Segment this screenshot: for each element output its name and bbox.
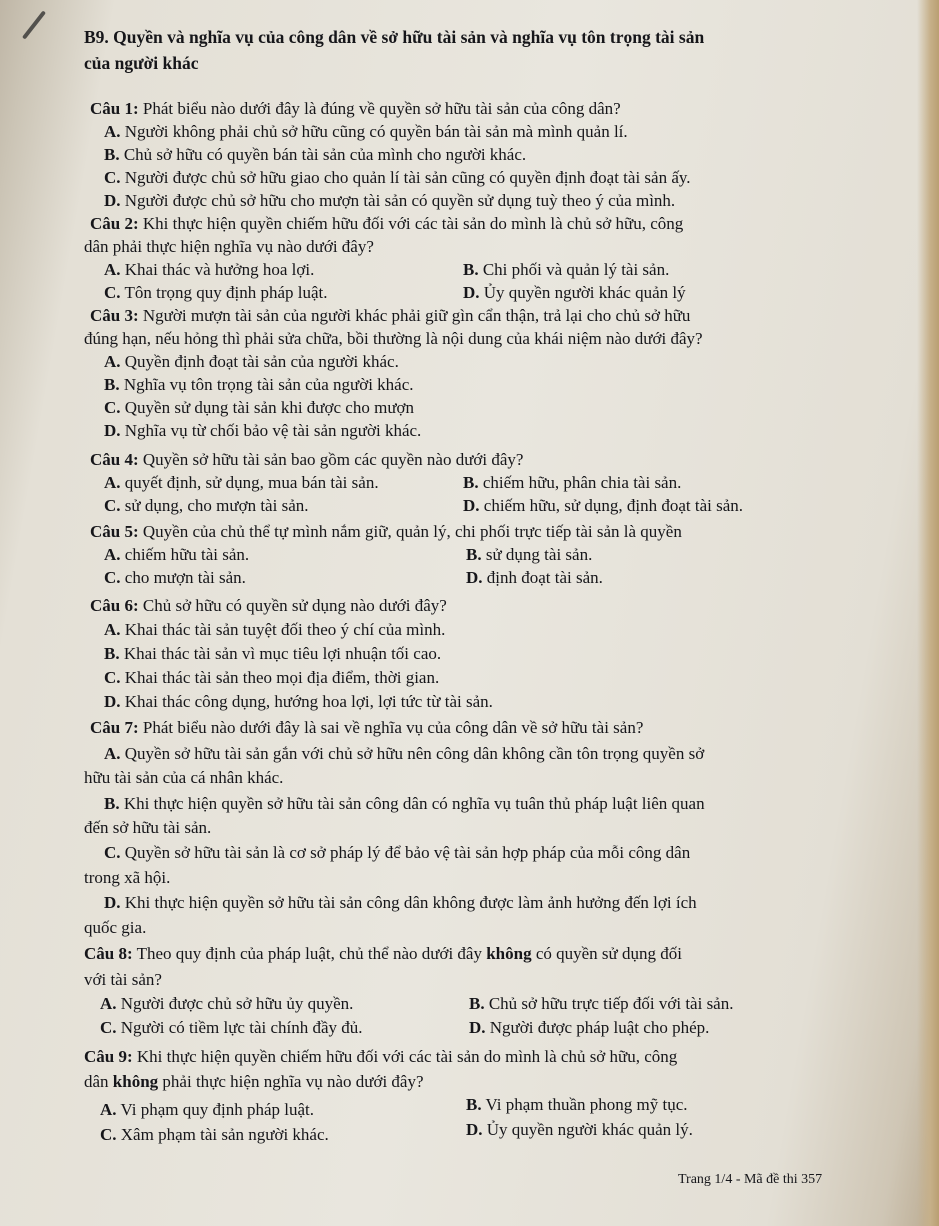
question-text: Quyền của chủ thể tự mình nắm giữ, quản lý, chi phối trực tiếp tài sản là quyền bbox=[138, 522, 682, 541]
question-1-stem bbox=[90, 99, 621, 119]
option-letter: D. bbox=[466, 568, 483, 587]
option-text: Chi phối và quản lý tài sản. bbox=[478, 260, 670, 279]
pen-mark bbox=[22, 10, 46, 39]
question-text: Phát biểu nào dưới đây là sai về nghĩa vụ của công dân về sở hữu tài sản? bbox=[138, 718, 644, 737]
option-letter: C. bbox=[100, 1125, 117, 1144]
emphasis-negation: không bbox=[112, 1072, 159, 1091]
question-5-option-a bbox=[104, 545, 249, 565]
question-2-option-d bbox=[463, 283, 686, 303]
question-number: Câu 6: bbox=[90, 596, 139, 615]
question-number: Câu 8: bbox=[84, 944, 133, 963]
question-7-stem bbox=[90, 718, 643, 738]
option-text: Khai thác tài sản tuyệt đối theo ý chí của mình. bbox=[120, 620, 446, 639]
option-letter: B. bbox=[463, 473, 479, 492]
option-text: Khai thác tài sản vì mục tiêu lợi nhuận tối cao. bbox=[119, 644, 442, 663]
question-number: Câu 1: bbox=[90, 99, 139, 118]
option-letter: B. bbox=[463, 260, 479, 279]
question-6-option-b bbox=[104, 644, 441, 664]
option-letter: B. bbox=[466, 545, 482, 564]
option-text: Quyền sở hữu tài sản gắn với chủ sở hữu nên công dân không cần tôn trọng quyền sở bbox=[120, 744, 705, 763]
question-9-stem-cont bbox=[84, 1072, 424, 1092]
option-text: Ủy quyền người khác quản lý. bbox=[482, 1120, 693, 1139]
question-number: Câu 7: bbox=[90, 718, 139, 737]
question-8-option-b bbox=[469, 994, 733, 1014]
option-letter: A. bbox=[104, 545, 121, 564]
question-9-option-d bbox=[466, 1120, 693, 1140]
question-4-option-a bbox=[104, 473, 379, 493]
question-3-option-d bbox=[104, 421, 421, 441]
option-text: Xâm phạm tài sản người khác. bbox=[116, 1125, 329, 1144]
question-text: Phát biểu nào dưới đây là đúng về quyền sở hữu tài sản của công dân? bbox=[138, 99, 621, 118]
question-text: Chủ sở hữu có quyền sử dụng nào dưới đây? bbox=[138, 596, 447, 615]
option-text: Người được pháp luật cho phép. bbox=[485, 1018, 710, 1037]
option-text: chiếm hữu tài sản. bbox=[120, 545, 250, 564]
option-letter: A. bbox=[104, 122, 121, 141]
option-letter: C. bbox=[104, 398, 121, 417]
question-text: Khi thực hiện quyền chiếm hữu đối với các tài sản do mình là chủ sở hữu, công bbox=[138, 214, 684, 233]
option-letter: A. bbox=[104, 473, 121, 492]
question-1-option-a bbox=[104, 122, 628, 142]
option-letter: B. bbox=[104, 644, 120, 663]
option-text: Chủ sở hữu trực tiếp đối với tài sản. bbox=[484, 994, 734, 1013]
question-text: Khi thực hiện quyền chiếm hữu đối với các tài sản do mình là chủ sở hữu, công bbox=[132, 1047, 678, 1066]
question-3-stem-cont: đúng hạn, nếu hỏng thì phải sửa chữa, bồi thường là nội dung của khái niệm nào dưới đây? bbox=[84, 329, 703, 348]
question-6-option-d bbox=[104, 692, 493, 712]
question-3-option-b bbox=[104, 375, 414, 395]
question-6-stem bbox=[90, 596, 447, 616]
question-5-stem bbox=[90, 522, 682, 542]
question-text: có quyền sử dụng đối bbox=[531, 944, 682, 963]
question-9-option-c bbox=[100, 1125, 329, 1145]
option-text: Người được chủ sở hữu ủy quyền. bbox=[116, 994, 354, 1013]
question-2-option-a bbox=[104, 260, 314, 280]
option-text: quyết định, sử dụng, mua bán tài sản. bbox=[120, 473, 379, 492]
option-text: Khai thác và hưởng hoa lợi. bbox=[120, 260, 315, 279]
question-4-stem bbox=[90, 450, 523, 470]
option-letter: B. bbox=[104, 375, 120, 394]
question-2-option-b bbox=[463, 260, 669, 280]
question-3-stem bbox=[90, 306, 690, 326]
question-9-option-b bbox=[466, 1095, 688, 1115]
question-number: Câu 4: bbox=[90, 450, 139, 469]
option-text: Tôn trọng quy định pháp luật. bbox=[120, 283, 328, 302]
option-text: Ủy quyền người khác quản lý bbox=[479, 283, 686, 302]
option-letter: B. bbox=[104, 145, 120, 164]
option-text: định đoạt tài sản. bbox=[482, 568, 603, 587]
option-text: cho mượn tài sản. bbox=[120, 568, 246, 587]
question-5-option-b bbox=[466, 545, 592, 565]
question-3-option-c bbox=[104, 398, 414, 418]
option-text: chiếm hữu, phân chia tài sản. bbox=[478, 473, 682, 492]
question-number: Câu 9: bbox=[84, 1047, 133, 1066]
option-letter: A. bbox=[104, 352, 121, 371]
option-text: chiếm hữu, sử dụng, định đoạt tài sản. bbox=[479, 496, 744, 515]
option-text: Vi phạm quy định pháp luật. bbox=[116, 1100, 314, 1119]
question-text: Người mượn tài sản của người khác phải giữ gìn cẩn thận, trả lại cho chủ sở hữu bbox=[138, 306, 691, 325]
option-letter: D. bbox=[463, 283, 480, 302]
question-6-option-c bbox=[104, 668, 439, 688]
question-number: Câu 2: bbox=[90, 214, 139, 233]
option-text: Nghĩa vụ tôn trọng tài sản của người khác. bbox=[119, 375, 414, 394]
option-letter: A. bbox=[100, 994, 117, 1013]
option-text: sử dụng tài sản. bbox=[481, 545, 593, 564]
option-text: Nghĩa vụ từ chối bảo vệ tài sản người khác. bbox=[120, 421, 422, 440]
question-7-option-d-cont: quốc gia. bbox=[84, 918, 147, 937]
option-letter: C. bbox=[104, 283, 121, 302]
question-7-option-c bbox=[104, 843, 690, 863]
option-letter: C. bbox=[104, 568, 121, 587]
question-2-stem bbox=[90, 214, 683, 234]
question-7-option-a-cont: hữu tài sản của cá nhân khác. bbox=[84, 768, 284, 787]
option-letter: A. bbox=[104, 260, 121, 279]
option-text: Người không phải chủ sở hữu cũng có quyền bán tài sản mà mình quản lí. bbox=[120, 122, 628, 141]
question-3-option-a bbox=[104, 352, 399, 372]
option-text: sử dụng, cho mượn tài sản. bbox=[120, 496, 309, 515]
question-9-stem bbox=[84, 1047, 677, 1067]
option-text: Khai thác tài sản theo mọi địa điểm, thời gian. bbox=[120, 668, 440, 687]
option-letter: C. bbox=[104, 668, 121, 687]
option-text: Khi thực hiện quyền sở hữu tài sản công dân có nghĩa vụ tuân thủ pháp luật liên quan bbox=[119, 794, 705, 813]
question-8-option-d bbox=[469, 1018, 709, 1038]
option-letter: D. bbox=[104, 191, 121, 210]
question-number: Câu 5: bbox=[90, 522, 139, 541]
section-title-line-2: của người khác bbox=[84, 53, 199, 73]
question-1-option-d bbox=[104, 191, 675, 211]
option-text: Chủ sở hữu có quyền bán tài sản của mình cho người khác. bbox=[119, 145, 527, 164]
emphasis-negation: không bbox=[486, 944, 532, 963]
question-text: Quyền sở hữu tài sản bao gồm các quyền nào dưới đây? bbox=[138, 450, 524, 469]
question-7-option-b bbox=[104, 794, 705, 814]
option-text: Người được chủ sở hữu giao cho quản lí tài sản cũng có quyền định đoạt tài sản ấy. bbox=[120, 168, 691, 187]
question-8-option-c bbox=[100, 1018, 363, 1038]
option-letter: D. bbox=[104, 893, 121, 912]
question-2-stem-cont: dân phải thực hiện nghĩa vụ nào dưới đây? bbox=[84, 237, 374, 256]
option-letter: D. bbox=[104, 421, 121, 440]
question-9-option-a bbox=[100, 1100, 314, 1120]
option-letter: C. bbox=[104, 843, 121, 862]
paper-edge-shadow bbox=[917, 0, 939, 1226]
question-2-option-c bbox=[104, 283, 328, 303]
question-5-option-d bbox=[466, 568, 603, 588]
option-letter: A. bbox=[100, 1100, 117, 1119]
question-text: Theo quy định của pháp luật, chủ thể nào dưới đây bbox=[132, 944, 487, 963]
option-letter: D. bbox=[104, 692, 121, 711]
question-7-option-b-cont: đến sở hữu tài sản. bbox=[84, 818, 212, 837]
question-number: Câu 3: bbox=[90, 306, 139, 325]
option-text: Vi phạm thuần phong mỹ tục. bbox=[481, 1095, 688, 1114]
option-letter: C. bbox=[104, 496, 121, 515]
option-letter: A. bbox=[104, 620, 121, 639]
option-letter: B. bbox=[466, 1095, 482, 1114]
question-1-option-c bbox=[104, 168, 691, 188]
option-letter: D. bbox=[466, 1120, 483, 1139]
option-letter: B. bbox=[469, 994, 485, 1013]
option-text: Quyền sở hữu tài sản là cơ sở pháp lý để bảo vệ tài sản hợp pháp của mỗi công dân bbox=[120, 843, 691, 862]
option-letter: D. bbox=[463, 496, 480, 515]
question-6-option-a bbox=[104, 620, 445, 640]
option-letter: B. bbox=[104, 794, 120, 813]
question-4-option-d bbox=[463, 496, 743, 516]
question-text: dân bbox=[84, 1072, 113, 1091]
question-7-option-d bbox=[104, 893, 697, 913]
section-title-line-1: B9. Quyền và nghĩa vụ của công dân về sở hữu tài sản và nghĩa vụ tôn trọng tài sản bbox=[84, 27, 705, 47]
option-letter: D. bbox=[469, 1018, 486, 1037]
question-4-option-b bbox=[463, 473, 681, 493]
option-text: Quyền sử dụng tài sản khi được cho mượn bbox=[120, 398, 415, 417]
option-text: Người được chủ sở hữu cho mượn tài sản có quyền sử dụng tuỳ theo ý của mình. bbox=[120, 191, 676, 210]
question-7-option-a bbox=[104, 744, 704, 764]
question-5-option-c bbox=[104, 568, 246, 588]
option-letter: A. bbox=[104, 744, 121, 763]
question-8-stem bbox=[84, 944, 682, 964]
question-7-option-c-cont: trong xã hội. bbox=[84, 868, 171, 887]
question-1-option-b bbox=[104, 145, 526, 165]
question-8-stem-cont: với tài sản? bbox=[84, 970, 162, 989]
option-text: Khai thác công dụng, hướng hoa lợi, lợi tức từ tài sản. bbox=[120, 692, 493, 711]
option-text: Khi thực hiện quyền sở hữu tài sản công dân không được làm ảnh hưởng đến lợi ích bbox=[120, 893, 697, 912]
question-8-option-a bbox=[100, 994, 353, 1014]
page-footer: Trang 1/4 - Mã đề thi 357 bbox=[678, 1172, 823, 1187]
question-text: phải thực hiện nghĩa vụ nào dưới đây? bbox=[158, 1072, 424, 1091]
option-text: Người có tiềm lực tài chính đầy đủ. bbox=[116, 1018, 363, 1037]
option-letter: C. bbox=[100, 1018, 117, 1037]
question-4-option-c bbox=[104, 496, 309, 516]
option-letter: C. bbox=[104, 168, 121, 187]
option-text: Quyền định đoạt tài sản của người khác. bbox=[120, 352, 399, 371]
